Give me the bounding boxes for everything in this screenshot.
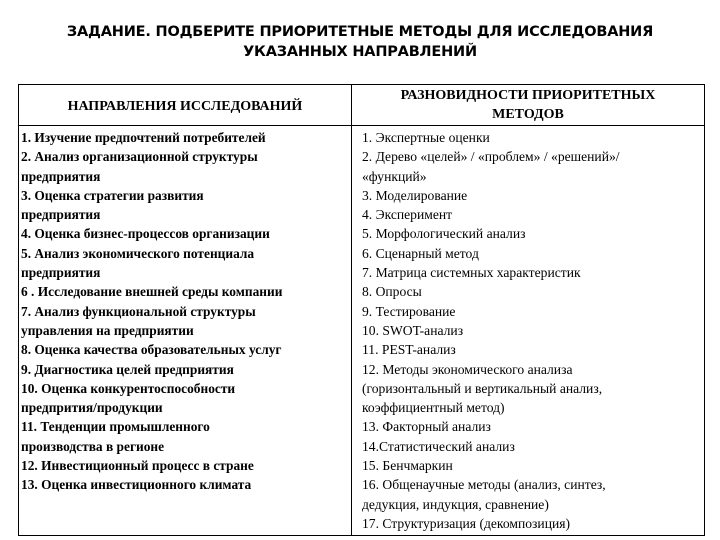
direction-line: 1. Изучение предпочтений потребителей — [21, 130, 266, 145]
direction-line: предприятия — [21, 168, 101, 184]
direction-line: 5. Анализ экономического потенциала — [21, 245, 255, 261]
method-line: 14.Статистический анализ — [362, 438, 515, 454]
method-line: коэффициентный метод) — [362, 400, 505, 416]
direction-line: 9. Диагностика целей предприятия — [21, 361, 234, 377]
direction-line: 6 . Исследование внешней среды компании — [21, 284, 283, 300]
task-title-line-1: ЗАДАНИЕ. ПОДБЕРИТЕ ПРИОРИТЕТНЫЕ МЕТОДЫ ДЛЯ ИССЛЕДОВАНИЯ — [66, 24, 654, 40]
header-priority-methods-line-1: РАЗНОВИДНОСТИ ПРИОРИТЕТНЫХ — [400, 88, 656, 103]
method-line: 9. Тестирование — [362, 303, 456, 319]
table-header-row — [19, 85, 705, 126]
method-line: 11. PEST-анализ — [362, 342, 456, 358]
method-line: 7. Матрица системных характеристик — [362, 265, 581, 281]
header-priority-methods — [352, 85, 705, 126]
direction-line: 13. Оценка инвестиционного климата — [21, 477, 252, 493]
task-title — [0, 22, 720, 62]
direction-line: 3. Оценка стратегии развития — [21, 187, 204, 203]
research-methods-table — [18, 84, 705, 536]
header-priority-methods-line-2: МЕТОДОВ — [492, 107, 564, 122]
table-body-row — [19, 126, 705, 536]
method-line: «функций» — [362, 168, 427, 184]
method-line: 8. Опросы — [362, 284, 422, 300]
method-line: 4. Эксперимент — [362, 207, 453, 223]
method-line: дедукция, индукция, сравнение) — [362, 496, 549, 512]
method-line: 1. Экспертные оценки — [362, 130, 490, 145]
task-title-line-2: УКАЗАННЫХ НАПРАВЛЕНИЙ — [243, 44, 477, 60]
method-line: 6. Сценарный метод — [362, 245, 479, 261]
direction-line: 12. Инвестиционный процесс в стране — [21, 458, 254, 474]
direction-line: управления на предприятии — [21, 322, 194, 338]
direction-line: предприятия — [21, 265, 101, 281]
direction-line: производства в регионе — [21, 438, 165, 454]
method-line: 16. Общенаучные методы (анализ, синтез, — [362, 477, 606, 493]
header-research-directions: НАПРАВЛЕНИЯ ИССЛЕДОВАНИЙ — [19, 85, 352, 126]
method-line: 13. Факторный анализ — [362, 419, 491, 435]
method-line: 12. Методы экономического анализа — [362, 361, 573, 377]
direction-line: 11. Тенденции промышленного — [21, 419, 210, 435]
method-line: 3. Моделирование — [362, 187, 468, 203]
direction-line: 8. Оценка качества образовательных услуг — [21, 342, 282, 358]
direction-line: предпрития/продукции — [21, 400, 163, 416]
method-line: 17. Структуризация (декомпозиция) — [362, 515, 571, 531]
method-line: 15. Бенчмаркин — [362, 458, 453, 474]
direction-line: 7. Анализ функциональной структуры — [21, 303, 256, 319]
direction-line: 2. Анализ организационной структуры — [21, 149, 258, 165]
method-line: 2. Дерево «целей» / «проблем» / «решений»/ — [362, 149, 620, 165]
direction-line: предприятия — [21, 207, 101, 223]
directions-cell — [19, 126, 352, 536]
direction-line: 10. Оценка конкурентоспособности — [21, 380, 236, 396]
method-line: (горизонтальный и вертикальный анализ, — [362, 380, 603, 396]
direction-line: 4. Оценка бизнес-процессов организации — [21, 226, 270, 242]
method-line: 5. Морфологический анализ — [362, 226, 526, 242]
methods-cell — [352, 126, 705, 536]
method-line: 10. SWOT-анализ — [362, 322, 464, 338]
